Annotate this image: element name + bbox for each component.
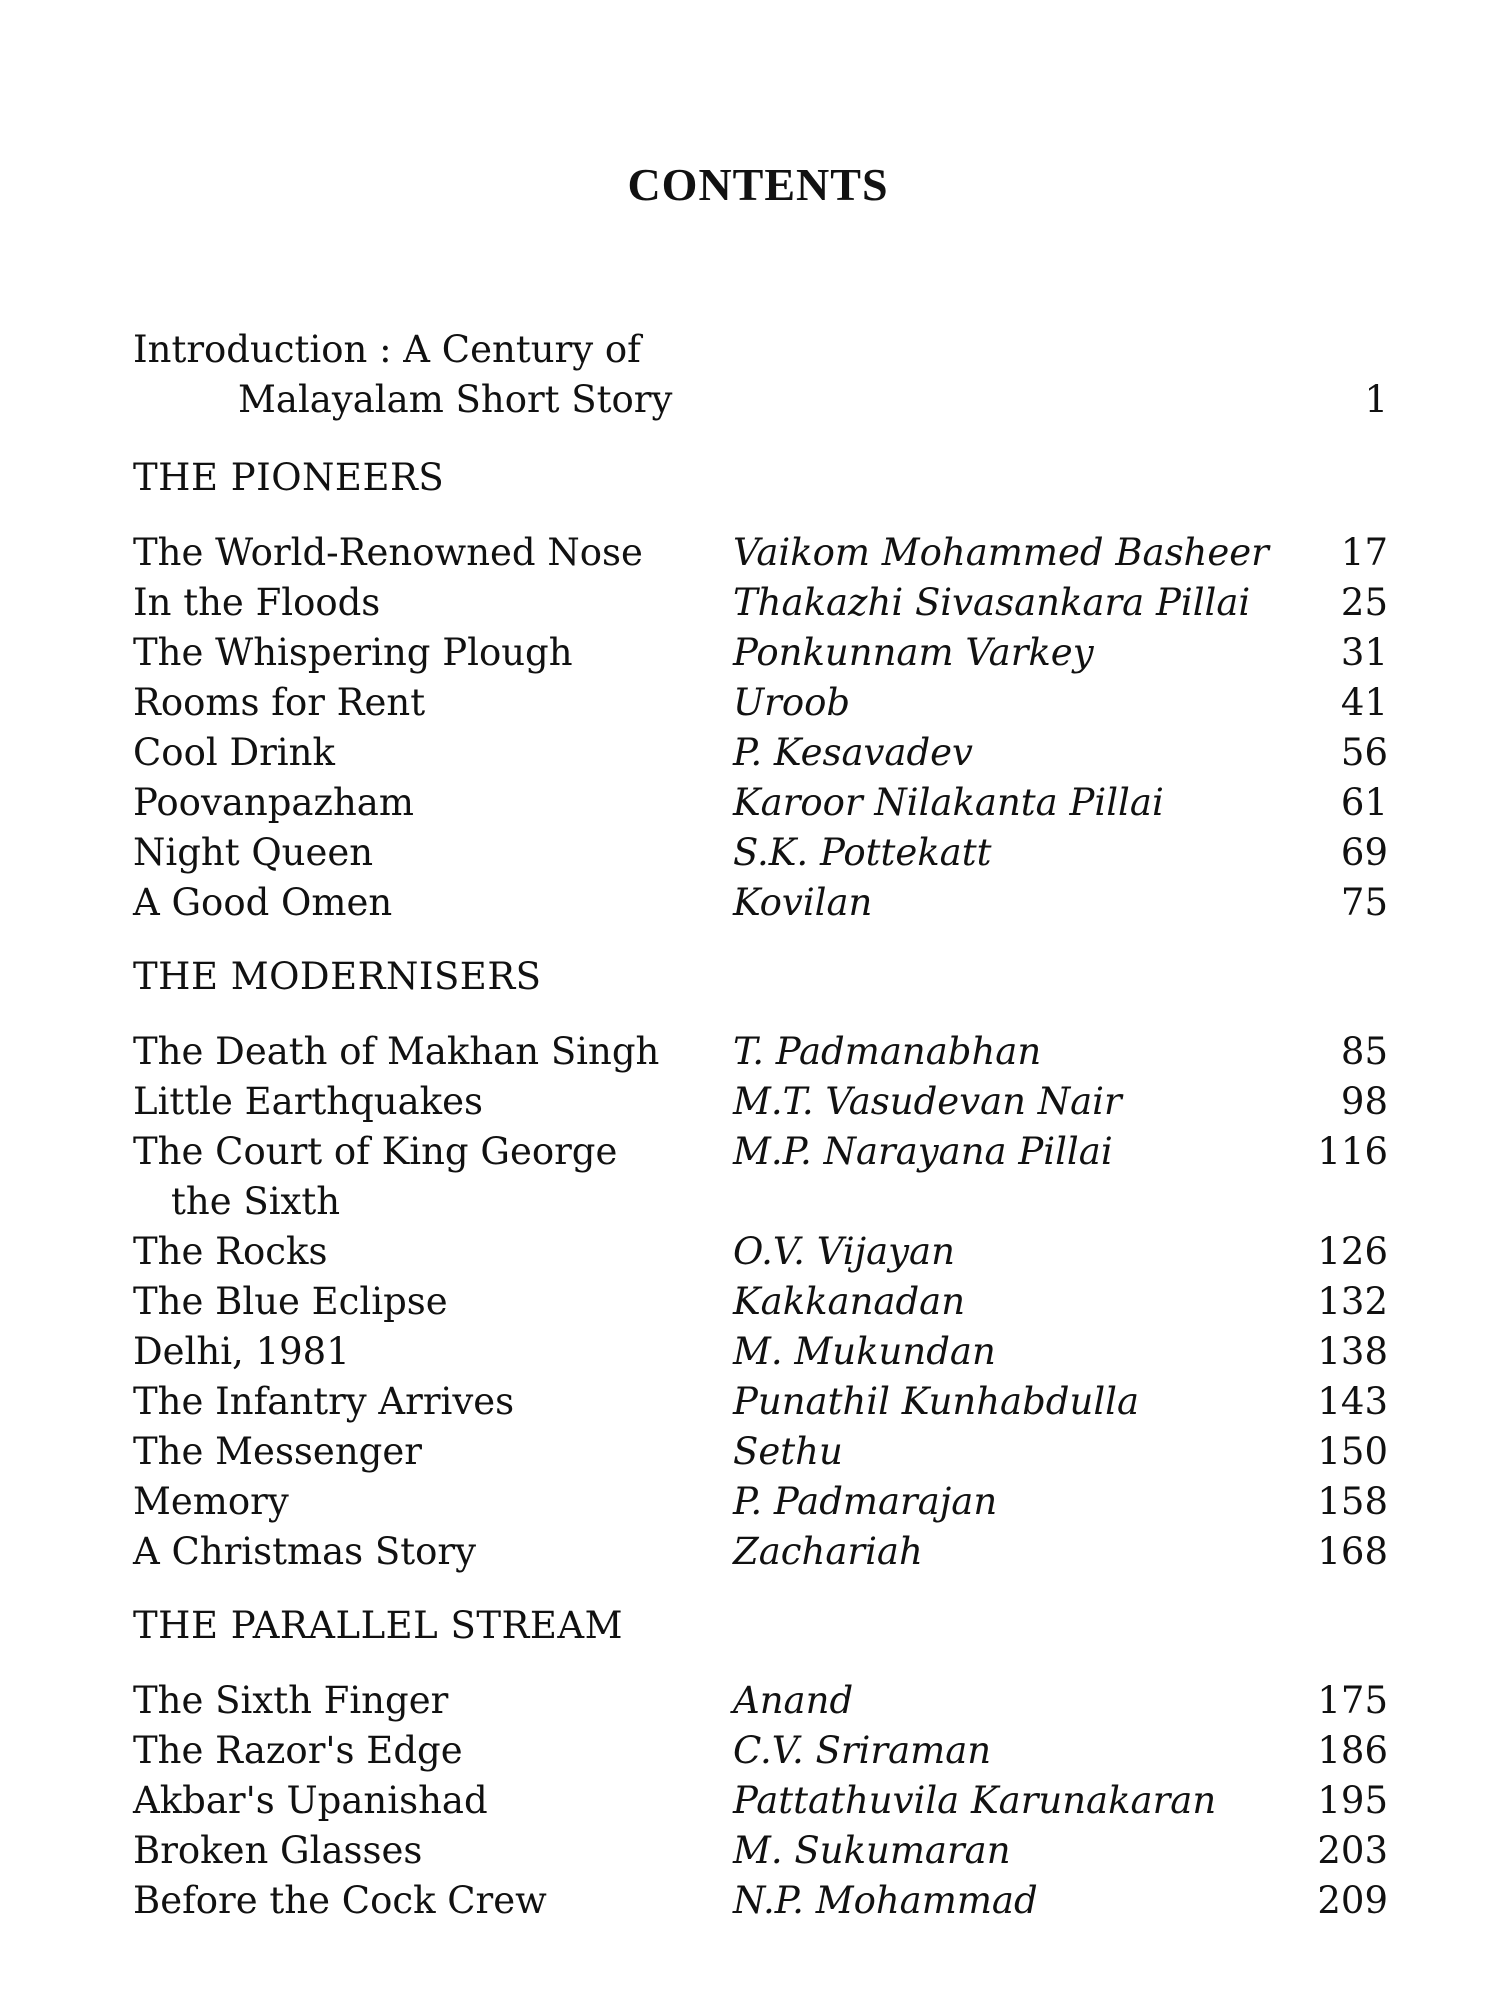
page-number: 138 xyxy=(1317,1330,1388,1373)
page-number: 132 xyxy=(1317,1280,1388,1323)
page-number: 41 xyxy=(1340,681,1388,724)
toc-entry xyxy=(133,1027,1388,1077)
toc-entry xyxy=(133,828,1388,878)
story-title: The Blue Eclipse xyxy=(133,1280,448,1323)
story-title: Before the Cock Crew xyxy=(133,1879,547,1922)
story-title: Delhi, 1981 xyxy=(133,1330,350,1373)
story-author: P. Padmarajan xyxy=(733,1480,998,1523)
page-number: 25 xyxy=(1340,581,1388,624)
toc-entry xyxy=(133,678,1388,728)
story-author: Kakkanadan xyxy=(733,1280,966,1323)
toc-entry xyxy=(133,1876,1388,1926)
page-number: 116 xyxy=(1317,1130,1388,1173)
story-author: Ponkunnam Varkey xyxy=(733,631,1094,674)
toc-entry xyxy=(133,1077,1388,1127)
page-number: 61 xyxy=(1340,781,1388,824)
story-title: Broken Glasses xyxy=(133,1829,423,1872)
toc-entry xyxy=(133,1127,1388,1227)
page-number: 143 xyxy=(1317,1380,1388,1423)
page-number: 126 xyxy=(1317,1230,1388,1273)
page-number: 75 xyxy=(1340,881,1388,924)
page-number: 195 xyxy=(1317,1779,1388,1822)
story-author: Uroob xyxy=(733,681,851,724)
story-author: Sethu xyxy=(733,1430,843,1473)
story-title: A Christmas Story xyxy=(133,1530,476,1573)
contents-list xyxy=(133,453,1388,1926)
toc-entry xyxy=(133,1277,1388,1327)
page-number: 85 xyxy=(1340,1030,1388,1073)
story-title: Rooms for Rent xyxy=(133,681,426,724)
toc-entry xyxy=(133,1227,1388,1277)
toc-entry xyxy=(133,1427,1388,1477)
story-title-continuation: the Sixth xyxy=(171,1180,341,1223)
page-number: 209 xyxy=(1317,1879,1388,1922)
section-heading: THE PARALLEL STREAM xyxy=(133,1604,623,1647)
section-parallel-stream xyxy=(133,1601,1388,1926)
story-title: Night Queen xyxy=(133,831,374,874)
story-title: A Good Omen xyxy=(133,881,393,924)
toc-entry xyxy=(133,1527,1388,1577)
page-number: 203 xyxy=(1317,1829,1388,1872)
story-author: Thakazhi Sivasankara Pillai xyxy=(733,581,1251,624)
story-title: Akbar's Upanishad xyxy=(133,1779,488,1822)
story-title: The Infantry Arrives xyxy=(133,1380,515,1423)
toc-entry xyxy=(133,1776,1388,1826)
introduction-page-number: 1 xyxy=(1364,378,1388,421)
story-author: M. Sukumaran xyxy=(733,1829,1011,1872)
story-author: Anand xyxy=(733,1679,854,1722)
story-title: The Court of King George xyxy=(133,1130,618,1173)
page-number: 31 xyxy=(1340,631,1388,674)
story-title: Poovanpazham xyxy=(133,781,414,824)
section-heading: THE PIONEERS xyxy=(133,456,445,499)
story-author: O.V. Vijayan xyxy=(733,1230,955,1273)
page-number: 158 xyxy=(1317,1480,1388,1523)
toc-entry xyxy=(133,1726,1388,1776)
page-title: CONTENTS xyxy=(627,159,889,210)
story-title: Memory xyxy=(133,1480,289,1523)
toc-entry xyxy=(133,628,1388,678)
toc-entry xyxy=(133,1826,1388,1876)
page-number: 168 xyxy=(1317,1530,1388,1573)
story-title-multiline xyxy=(133,1127,733,1227)
toc-entry xyxy=(133,878,1388,928)
story-title: The Messenger xyxy=(133,1430,422,1473)
story-title: The Razor's Edge xyxy=(133,1729,463,1772)
page-number: 17 xyxy=(1340,531,1388,574)
introduction-title-line2: Malayalam Short Story xyxy=(238,378,673,421)
story-author: Vaikom Mohammed Basheer xyxy=(733,531,1269,574)
toc-entry xyxy=(133,1327,1388,1377)
toc-entry xyxy=(133,1676,1388,1726)
toc-entry xyxy=(133,578,1388,628)
toc-entry xyxy=(133,528,1388,578)
page-number: 186 xyxy=(1317,1729,1388,1772)
story-author: Kovilan xyxy=(733,881,873,924)
section-modernisers xyxy=(133,952,1388,1577)
toc-entry xyxy=(133,778,1388,828)
toc-entry xyxy=(133,728,1388,778)
page-number: 150 xyxy=(1317,1430,1388,1473)
page-number: 56 xyxy=(1340,731,1388,774)
story-author: Punathil Kunhabdulla xyxy=(733,1380,1140,1423)
story-author: Pattathuvila Karunakaran xyxy=(733,1779,1217,1822)
page-number: 175 xyxy=(1317,1679,1388,1722)
introduction-title-line1: Introduction : A Century of xyxy=(133,328,641,371)
story-author: Zachariah xyxy=(733,1530,923,1573)
section-pioneers xyxy=(133,453,1388,928)
story-author: S.K. Pottekatt xyxy=(733,831,992,874)
story-title: The Sixth Finger xyxy=(133,1679,449,1722)
story-author: Karoor Nilakanta Pillai xyxy=(733,781,1164,824)
story-title: In the Floods xyxy=(133,581,381,624)
story-title: The Whispering Plough xyxy=(133,631,573,674)
toc-entry xyxy=(133,1377,1388,1427)
story-author: M.P. Narayana Pillai xyxy=(733,1130,1113,1173)
story-title: The World-Renowned Nose xyxy=(133,531,643,574)
section-heading: THE MODERNISERS xyxy=(133,955,542,998)
page-number: 69 xyxy=(1340,831,1388,874)
story-title: Little Earthquakes xyxy=(133,1080,483,1123)
story-author: T. Padmanabhan xyxy=(733,1030,1042,1073)
story-author: C.V. Sriraman xyxy=(733,1729,992,1772)
story-title: Cool Drink xyxy=(133,731,335,774)
toc-entry xyxy=(133,1477,1388,1527)
story-author: N.P. Mohammad xyxy=(733,1879,1038,1922)
story-author: M. Mukundan xyxy=(733,1330,996,1373)
story-title: The Rocks xyxy=(133,1230,328,1273)
story-author: M.T. Vasudevan Nair xyxy=(733,1080,1122,1123)
story-title: The Death of Makhan Singh xyxy=(133,1030,660,1073)
page-number: 98 xyxy=(1340,1080,1388,1123)
story-author: P. Kesavadev xyxy=(733,731,973,774)
introduction-entry xyxy=(133,325,1388,425)
